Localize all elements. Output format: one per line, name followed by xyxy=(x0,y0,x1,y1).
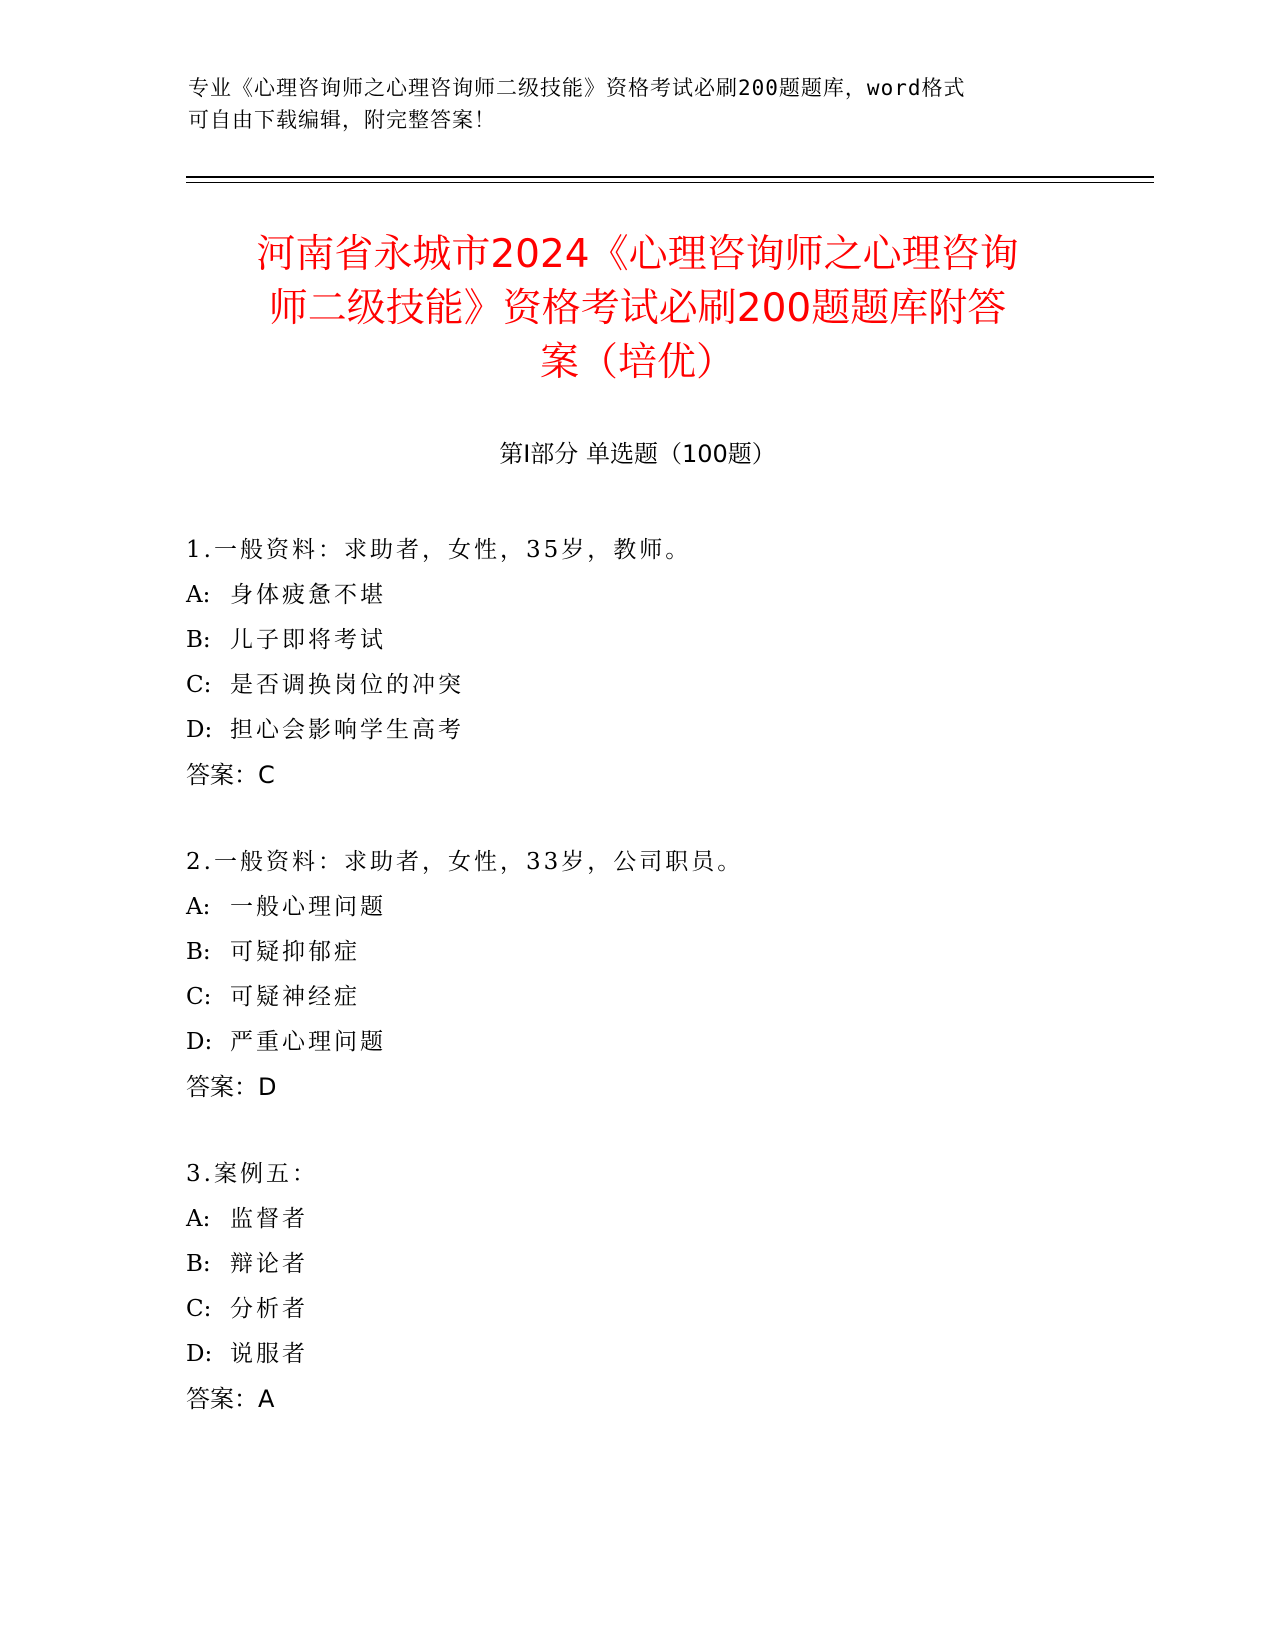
option-text: 一般心理问题 xyxy=(230,894,386,920)
option-text: 说服者 xyxy=(230,1341,308,1367)
option-text: 监督者 xyxy=(230,1206,308,1232)
header-note-line-1: 专业《心理咨询师之心理咨询师二级技能》资格考试必刷200题题库，word格式 xyxy=(188,76,966,100)
option-d xyxy=(186,1332,1146,1377)
option-letter: A: xyxy=(186,582,211,608)
answer-line: 答案：A xyxy=(186,1385,275,1413)
option-text: 严重心理问题 xyxy=(230,1029,386,1055)
option-text: 可疑神经症 xyxy=(230,984,360,1010)
option-b xyxy=(186,618,1146,663)
option-text: 担心会影响学生高考 xyxy=(230,717,464,743)
document-title-line-2: 师二级技能》资格考试必刷200题题库附答 xyxy=(268,286,1007,331)
question-stem: 3.案例五： xyxy=(186,1161,318,1187)
option-b xyxy=(186,930,1146,975)
option-a xyxy=(186,1197,1146,1242)
option-letter: B: xyxy=(186,1251,211,1277)
question-2 xyxy=(186,840,1146,1110)
option-letter: C: xyxy=(186,984,212,1010)
question-stem: 2.一般资料：求助者，女性，33岁，公司职员。 xyxy=(186,849,744,875)
option-c xyxy=(186,975,1146,1020)
answer-line: 答案：D xyxy=(186,1073,277,1101)
option-a xyxy=(186,885,1146,930)
option-text: 儿子即将考试 xyxy=(230,627,386,653)
option-text: 分析者 xyxy=(230,1296,308,1322)
option-letter: C: xyxy=(186,672,212,698)
option-c xyxy=(186,663,1146,708)
document-title-line-3: 案（培优） xyxy=(539,340,735,385)
option-letter: D: xyxy=(186,717,213,743)
option-letter: A: xyxy=(186,894,211,920)
option-text: 辩论者 xyxy=(230,1251,308,1277)
option-c xyxy=(186,1287,1146,1332)
document-title-line-1: 河南省永城市2024《心理咨询师之心理咨询 xyxy=(256,232,1019,277)
option-d xyxy=(186,708,1146,753)
option-d xyxy=(186,1020,1146,1065)
header-note-line-2: 可自由下载编辑，附完整答案！ xyxy=(188,108,496,132)
option-b xyxy=(186,1242,1146,1287)
question-1 xyxy=(186,528,1146,798)
option-letter: C: xyxy=(186,1296,212,1322)
header-divider-thin xyxy=(186,182,1154,183)
option-letter: D: xyxy=(186,1341,213,1367)
question-list xyxy=(186,528,1146,1464)
option-letter: B: xyxy=(186,627,211,653)
document-title xyxy=(150,228,1125,390)
question-3 xyxy=(186,1152,1146,1422)
answer-line: 答案：C xyxy=(186,761,275,789)
question-stem: 1.一般资料：求助者，女性，35岁，教师。 xyxy=(186,537,692,563)
option-letter: A: xyxy=(186,1206,211,1232)
option-letter: D: xyxy=(186,1029,213,1055)
option-text: 可疑抑郁症 xyxy=(230,939,360,965)
option-text: 是否调换岗位的冲突 xyxy=(230,672,464,698)
header-divider-thick xyxy=(186,176,1154,178)
option-letter: B: xyxy=(186,939,211,965)
header-note xyxy=(188,72,1088,136)
option-text: 身体疲惫不堪 xyxy=(230,582,386,608)
option-a xyxy=(186,573,1146,618)
section-title: 第Ⅰ部分 单选题（100题） xyxy=(499,440,776,468)
